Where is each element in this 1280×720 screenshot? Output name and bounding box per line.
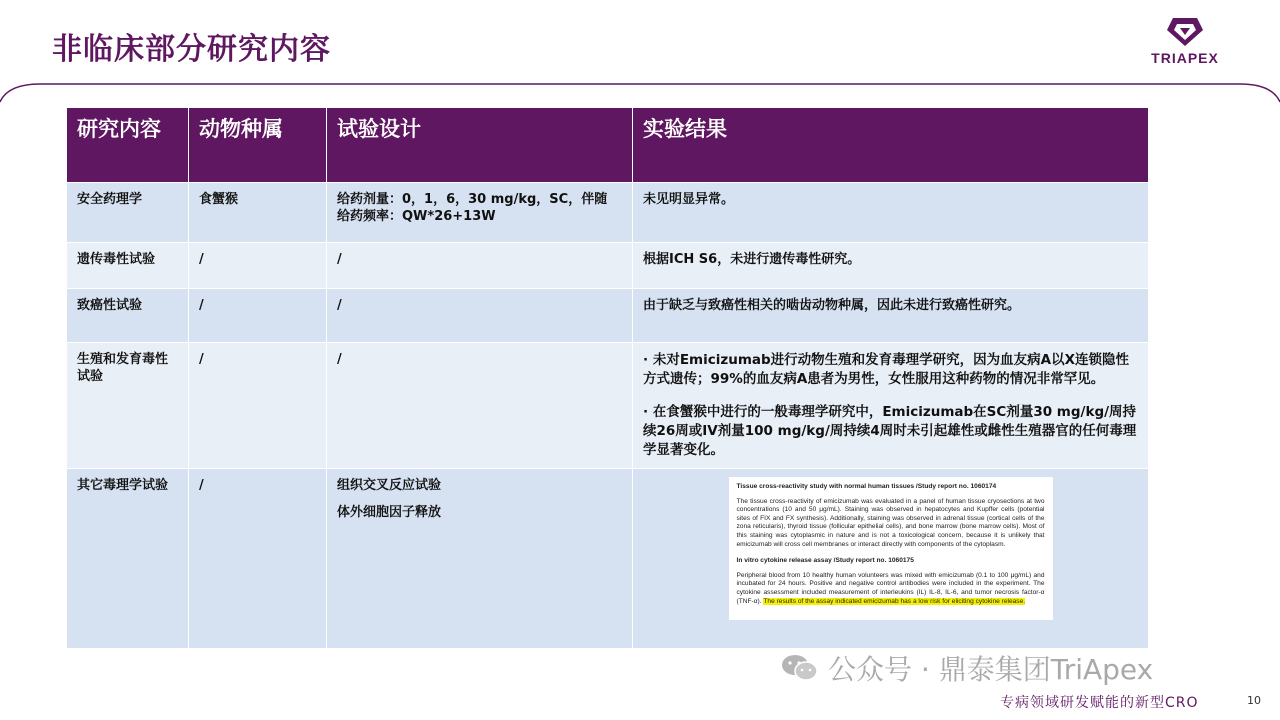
page-title: 非临床部分研究内容 — [52, 32, 331, 67]
design-line: 体外细胞因子释放 — [337, 505, 442, 520]
company-logo — [1140, 14, 1230, 74]
excerpt-heading: In vitro cytokine release assay /Study report no. 1060175 — [736, 557, 914, 565]
report-excerpt-image — [729, 477, 1053, 620]
header-design: 试验设计 — [327, 108, 633, 183]
logo-text: TRIAPEX — [1151, 50, 1219, 66]
cell-species: / — [189, 289, 327, 343]
header-study-content: 研究内容 — [67, 108, 189, 183]
excerpt-text: Peripheral blood from 10 healthy human volunteers was mixed with emicizumab (0.1 to 100 μg/mL) and incubated for 24 hours. Positive and negative control antibodies were included in the experiment. The cytokine assessment included measurement of interleukins (IL) IL-8, IL-6, and tumor necrosis factor-α (TNF-α). — [736, 571, 1045, 605]
cell-results: 根据ICH S6，未进行遗传毒性研究。 — [633, 243, 1149, 289]
design-line: 给药频率：QW*26+13W — [337, 209, 496, 224]
excerpt-heading: Tissue cross-reactivity study with normal human tissues /Study report no. 1060174 — [736, 483, 997, 490]
result-bullet: · 未对Emicizumab进行动物生殖和发育毒理学研究，因为血友病A以X连锁隐性方式遗传；99%的血友病A患者为男性，女性服用这种药物的情况非常罕见。 — [643, 352, 1130, 387]
cell-design: / — [327, 243, 633, 289]
cell-study: 遗传毒性试验 — [67, 243, 189, 289]
cell-results: 由于缺乏与致癌性相关的啮齿动物种属，因此未进行致癌性研究。 — [633, 289, 1149, 343]
cell-design — [327, 469, 633, 649]
cell-study: 生殖和发育毒性试验 — [67, 343, 189, 469]
cell-species: 食蟹猴 — [189, 183, 327, 243]
excerpt-paragraph: The tissue cross-reactivity of emicizumab was evaluated in a panel of human tissue cryosections at two concentrations (10 and 50 μg/mL). Staining was observed in hepatocytes and Kupffer cells (potential sites of FIX and FX synthesis). Additionally, staining was observed in adrenal tissue (cortical cells of the zona reticularis), thyroid tissue (follicular epithelial cells), and bone marrow (bone marrow cells). Most of this staining was cytoplasmic in nature and is not a toxicological concern, because it is unlikely that emicizumab will cross cell membranes or interact directly with components of the cytoplasm. — [736, 497, 1045, 548]
table-row — [67, 289, 1149, 343]
cell-results — [633, 343, 1149, 469]
nonclinical-study-table — [66, 107, 1149, 649]
table-row — [67, 469, 1149, 649]
cell-study: 安全药理学 — [67, 183, 189, 243]
watermark-text: 公众号 · 鼎泰集团TriApex — [828, 653, 1154, 686]
cell-design: / — [327, 289, 633, 343]
result-bullet: · 在食蟹猴中进行的一般毒理学研究中，Emicizumab在SC剂量30 mg/kg/周持续26周或IV剂量100 mg/kg/周持续4周时未引起雄性或雌性生殖器官的任何毒理学显著变化。 — [643, 404, 1137, 458]
cell-study: 其它毒理学试验 — [67, 469, 189, 649]
footer-tagline: 专病领域研发赋能的新型CRO — [1000, 695, 1199, 711]
cell-results: 未见明显异常。 — [633, 183, 1149, 243]
page-number: 10 — [1247, 694, 1261, 707]
watermark — [780, 650, 1153, 686]
table-row — [67, 183, 1149, 243]
header-species: 动物种属 — [189, 108, 327, 183]
design-line: 给药剂量：0，1，6，30 mg/kg，SC，伴随 — [337, 192, 608, 207]
cell-species: / — [189, 243, 327, 289]
table-row — [67, 343, 1149, 469]
header-results: 实验结果 — [633, 108, 1149, 183]
cell-study: 致癌性试验 — [67, 289, 189, 343]
cell-species: / — [189, 343, 327, 469]
triapex-logo-icon — [1165, 14, 1205, 48]
table-header-row — [67, 108, 1149, 183]
cell-design: / — [327, 343, 633, 469]
excerpt-paragraph — [737, 572, 1045, 606]
cell-results — [633, 469, 1149, 649]
design-line: 组织交叉反应试验 — [337, 478, 442, 493]
cell-species: / — [189, 469, 327, 649]
cell-design — [327, 183, 633, 243]
table-row — [67, 243, 1149, 289]
excerpt-highlight: The results of the assay indicated emicizumab has a low risk for eliciting cytokine release. — [763, 597, 1026, 605]
wechat-icon — [780, 652, 820, 684]
